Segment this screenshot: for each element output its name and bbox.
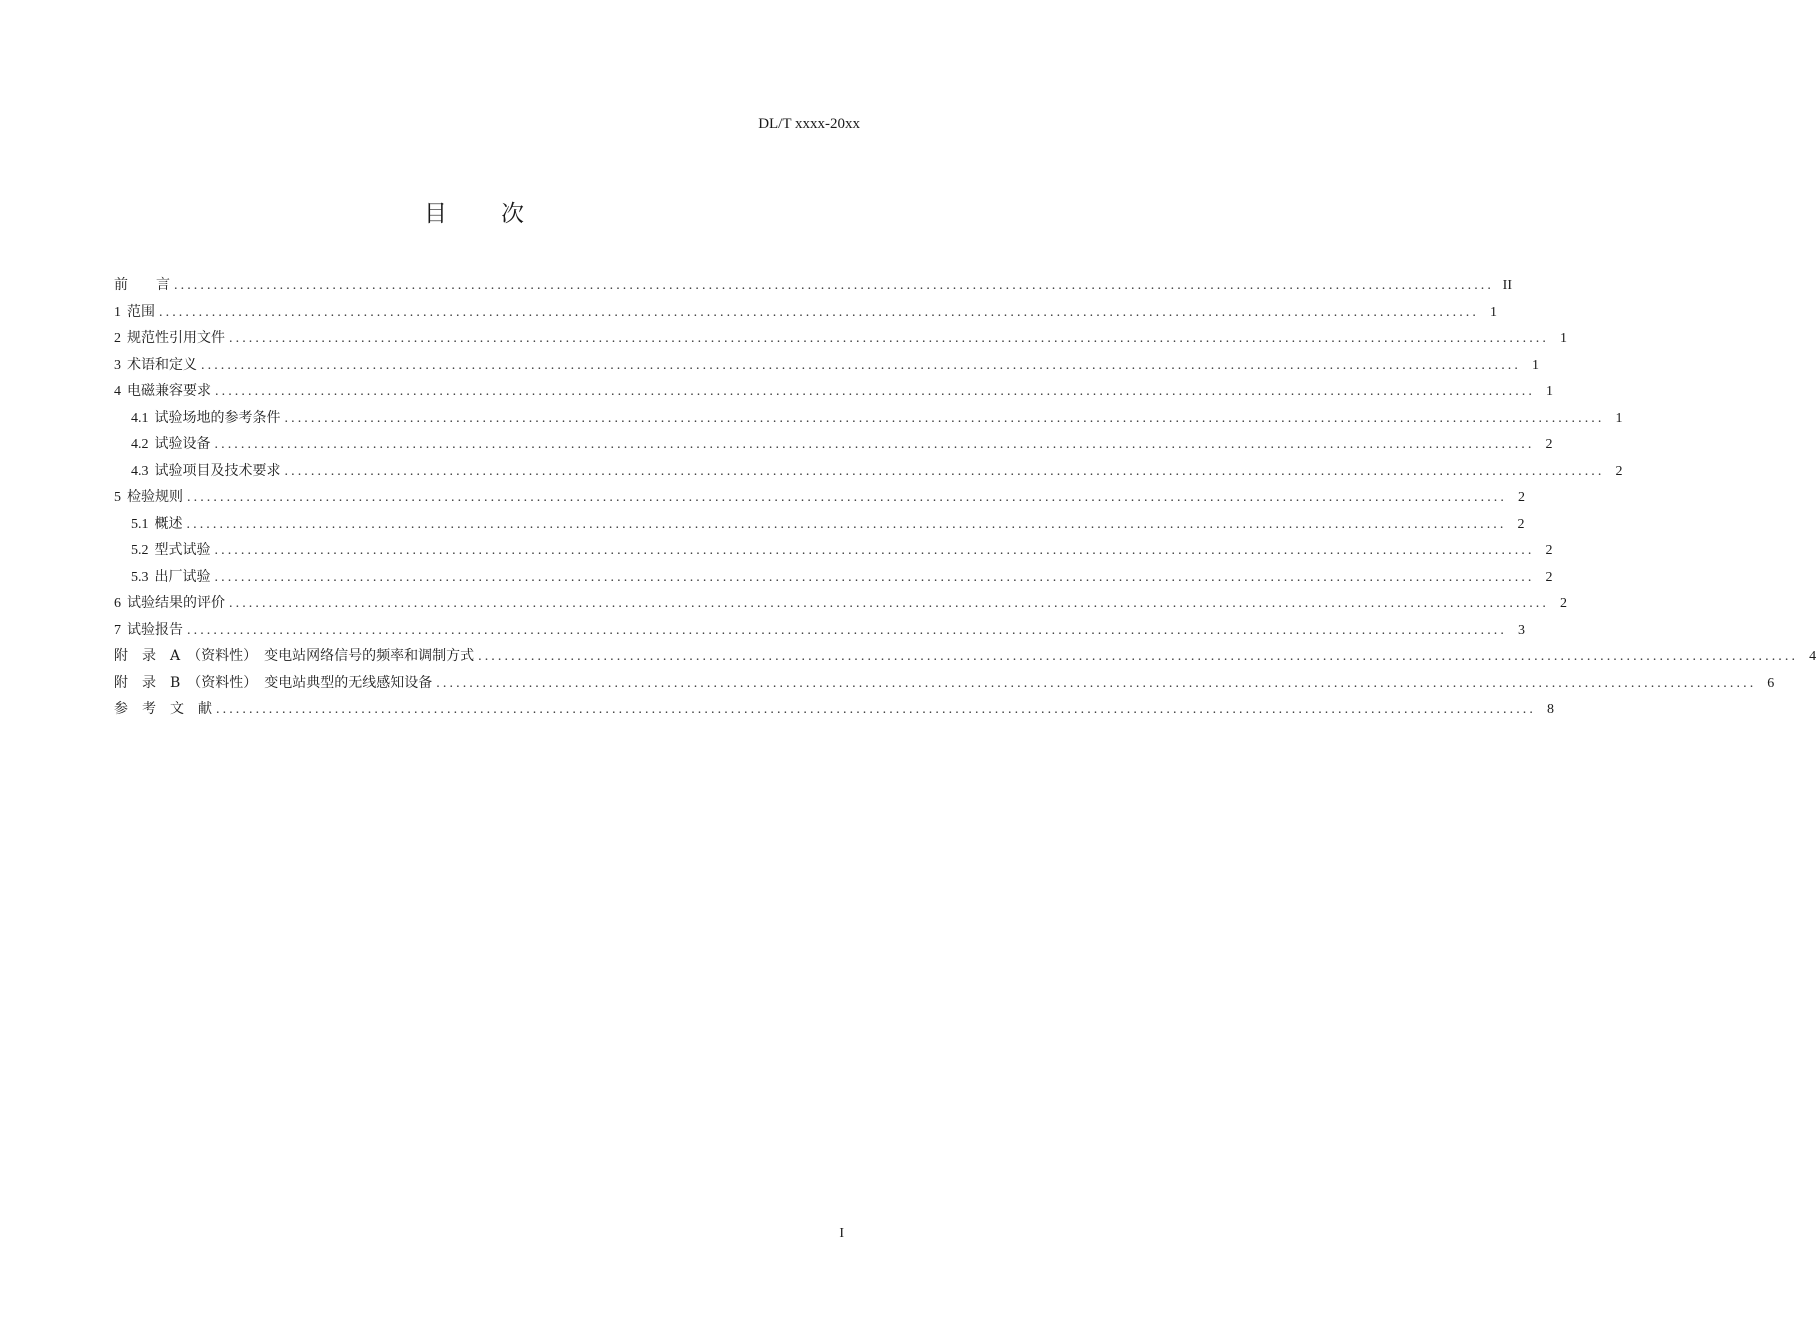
- dot-leader: ........................................................................................................................................................................................................: [214, 543, 1535, 558]
- toc-entry[interactable]: [114, 511, 1525, 538]
- table-of-contents: [114, 272, 1816, 723]
- dot-leader: ........................................................................................................................................................................................................: [214, 437, 1535, 452]
- toc-entry-page: 1: [1490, 304, 1497, 320]
- toc-entry[interactable]: [114, 431, 1553, 458]
- toc-entry[interactable]: [114, 325, 1567, 352]
- toc-entry[interactable]: [114, 299, 1497, 326]
- toc-entry-number: 5.3: [131, 569, 149, 585]
- toc-entry-page: 2: [1545, 543, 1553, 558]
- toc-entry-number: 5.2: [131, 543, 149, 558]
- dot-leader: ........................................................................................................................................................................................................: [284, 463, 1605, 479]
- toc-entry-page: 1: [1546, 384, 1553, 399]
- toc-entry-title: 检验规则: [127, 489, 183, 505]
- toc-entry[interactable]: [114, 564, 1553, 591]
- toc-entry-title: 术语和定义: [127, 356, 197, 373]
- dot-leader: ........................................................................................................................................................................................................: [478, 649, 1799, 664]
- toc-entry-number: 1: [114, 304, 121, 320]
- dot-leader: ........................................................................................................................................................................................................: [229, 596, 1549, 611]
- toc-entry[interactable]: [114, 617, 1525, 644]
- toc-entry[interactable]: [114, 643, 1816, 670]
- dot-leader: ........................................................................................................................................................................................................: [284, 410, 1605, 426]
- toc-entry-number: 5.1: [131, 516, 149, 532]
- toc-entry-page: 1: [1615, 410, 1623, 426]
- toc-entry-title: 前 言: [114, 277, 170, 293]
- toc-entry-title: 参 考 文 献: [114, 701, 212, 717]
- toc-entry-title: 附 录 B （资料性） 变电站典型的无线感知设备: [114, 674, 433, 691]
- toc-entry-page: 2: [1560, 596, 1567, 611]
- toc-entry-number: 3: [114, 357, 121, 373]
- toc-entry-page: 2: [1517, 516, 1525, 532]
- toc-entry-page: 1: [1560, 331, 1567, 346]
- dot-leader: ........................................................................................................................................................................................................: [187, 622, 1507, 638]
- dot-leader: ........................................................................................................................................................................................................: [201, 357, 1521, 373]
- page-number: I: [839, 1226, 844, 1241]
- toc-entry-page: 8: [1547, 702, 1554, 717]
- toc-entry-title: 试验结果的评价: [127, 595, 225, 611]
- toc-entry-title: 试验场地的参考条件: [154, 409, 281, 426]
- page-title: [0, 198, 950, 230]
- toc-entry-page: 4: [1809, 649, 1816, 664]
- dot-leader: ........................................................................................................................................................................................................: [215, 384, 1535, 399]
- toc-entry-page: 2: [1545, 437, 1553, 452]
- toc-entry[interactable]: [114, 696, 1554, 723]
- toc-entry-title: 附 录 A （资料性） 变电站网络信号的频率和调制方式: [114, 648, 475, 664]
- toc-entry[interactable]: [114, 458, 1623, 485]
- toc-entry-number: 6: [114, 596, 121, 611]
- toc-entry-title: 型式试验: [154, 542, 211, 558]
- toc-entry[interactable]: [114, 484, 1525, 511]
- toc-entry[interactable]: [114, 537, 1553, 564]
- toc-entry[interactable]: [114, 272, 1512, 299]
- dot-leader: ........................................................................................................................................................................................................: [187, 490, 1507, 505]
- toc-entry[interactable]: [114, 378, 1553, 405]
- toc-entry-title: 概述: [154, 515, 183, 532]
- toc-entry-number: 7: [114, 622, 121, 638]
- toc-entry-title: 规范性引用文件: [127, 330, 225, 346]
- toc-entry-title: 范围: [127, 303, 155, 320]
- toc-entry-page: 3: [1518, 622, 1525, 638]
- title-char-2: 次: [501, 201, 526, 227]
- toc-entry-number: 4.1: [131, 410, 149, 426]
- toc-entry-title: 出厂试验: [154, 568, 211, 585]
- toc-entry-page: 2: [1615, 463, 1623, 479]
- toc-entry-title: 试验项目及技术要求: [154, 462, 281, 479]
- toc-entry-number: 4.2: [131, 437, 149, 452]
- dot-leader: ........................................................................................................................................................................................................: [159, 304, 1479, 320]
- dot-leader: ........................................................................................................................................................................................................: [436, 675, 1757, 691]
- toc-entry-number: 4: [114, 384, 121, 399]
- dot-leader: ........................................................................................................................................................................................................: [174, 278, 1494, 293]
- dot-leader: ........................................................................................................................................................................................................: [214, 569, 1535, 585]
- toc-entry-page: 6: [1767, 675, 1775, 691]
- dot-leader: ........................................................................................................................................................................................................: [186, 516, 1507, 532]
- toc-entry-number: 2: [114, 331, 121, 346]
- toc-entry-page: 2: [1518, 490, 1525, 505]
- toc-entry-number: 4.3: [131, 463, 149, 479]
- toc-entry[interactable]: [114, 670, 1775, 697]
- toc-entry-title: 电磁兼容要求: [127, 383, 211, 399]
- document-code: DL/T xxxx-20xx: [758, 116, 860, 132]
- toc-entry-number: 5: [114, 490, 121, 505]
- toc-entry-title: 试验设备: [154, 436, 211, 452]
- dot-leader: ........................................................................................................................................................................................................: [229, 331, 1549, 346]
- toc-entry-page: 1: [1532, 357, 1539, 373]
- toc-entry[interactable]: [114, 590, 1567, 617]
- toc-entry[interactable]: [114, 405, 1623, 432]
- toc-entry[interactable]: [114, 352, 1539, 379]
- toc-entry-page: II: [1502, 278, 1512, 293]
- toc-entry-title: 试验报告: [127, 621, 183, 638]
- toc-entry-page: 2: [1545, 569, 1553, 585]
- dot-leader: ........................................................................................................................................................................................................: [216, 702, 1536, 717]
- title-char-1: 目: [424, 201, 449, 227]
